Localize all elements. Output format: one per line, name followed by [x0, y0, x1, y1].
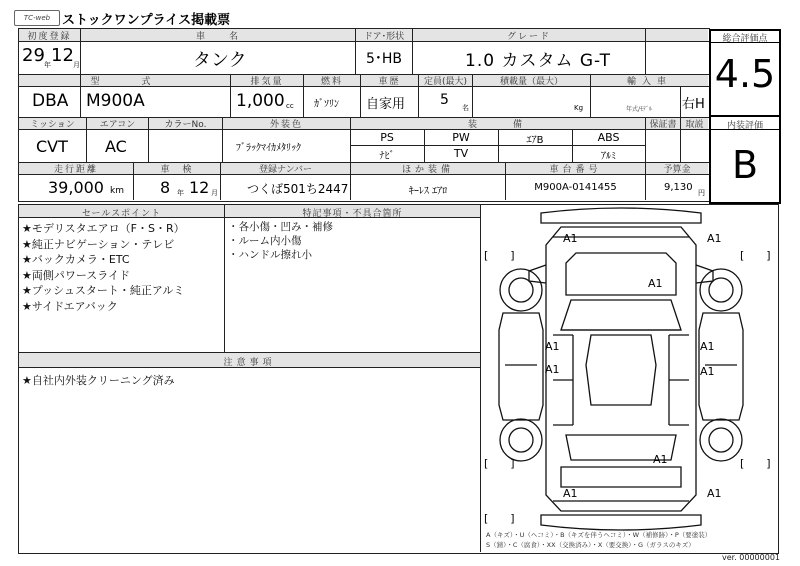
insp-year-unit: 年: [177, 189, 184, 197]
inspection-label: 車 検: [160, 165, 194, 175]
history-value: 自家用: [366, 97, 406, 112]
equip-abs: ABS: [597, 131, 620, 144]
car-name-label: 車 名: [195, 32, 240, 42]
car-name: タンク: [193, 50, 247, 71]
equip-airbag: ｴｱB: [526, 135, 544, 146]
exterior-label: 外装色: [269, 120, 303, 130]
reg-month: 12: [51, 45, 74, 66]
equip-pw: PW: [452, 131, 470, 144]
bracket-rear-left: [ ]: [484, 457, 515, 470]
first-reg-label: 初度登録: [27, 32, 72, 42]
list-item: ★バックカメラ・ETC: [22, 253, 130, 266]
grade-label: グレード: [506, 32, 551, 42]
list-item: ★純正ナビゲーション・テレビ: [22, 237, 175, 251]
legend-line-2: S（錆）・C（腐食）・XX（交換済み）・X（要交換）・G（ガラスのキズ）: [486, 541, 695, 549]
other-equip-label: ほか装備: [401, 165, 454, 175]
model-type-label: 型 式: [90, 77, 159, 87]
interior-grade-label: 内装評価: [726, 121, 763, 131]
exterior-value: ﾌﾞﾗｯｸﾏｲｶﾒﾀﾘｯｸ: [236, 143, 301, 154]
mileage-unit: km: [110, 186, 124, 196]
list-item: ★モデリスタエアロ（F・S・R）: [22, 222, 185, 235]
damage-mark: A1: [563, 232, 578, 245]
list-item: ★プッシュスタート・純正アルミ: [22, 284, 185, 297]
price-label: 予算金: [663, 165, 691, 175]
load-label: 積載量（最大）: [499, 77, 563, 87]
reg-year-unit: 年: [44, 61, 51, 69]
overall-grade-value: 4.5: [714, 52, 776, 96]
list-item: ★自社内外装クリーニング済み: [22, 374, 175, 387]
list-item: ・各小傷・凹み・補修: [228, 221, 333, 233]
bracket-front-right: [ ]: [740, 249, 771, 262]
sales-points-label: セールスポイント: [81, 209, 162, 219]
chassis-label: 車台番号: [549, 165, 602, 175]
import-label: 輸入車: [626, 77, 672, 87]
price-value: 9,130: [664, 182, 693, 193]
mission-label: ミッション: [30, 120, 75, 130]
damage-mark: A1: [700, 340, 715, 353]
displacement-label: 排気量: [250, 77, 284, 87]
insp-month-unit: 月: [211, 189, 218, 197]
capacity-label: 定員(最大): [423, 77, 468, 87]
sales-points-list: [22, 221, 185, 314]
damage-mark: A1: [563, 487, 578, 500]
company-logo: TC-web: [14, 10, 60, 26]
mileage-label: 走行距離: [53, 165, 98, 175]
mileage-value: 39,000: [48, 178, 104, 197]
damage-mark: A1: [700, 365, 715, 378]
list-item: ★サイドエアバック: [22, 299, 118, 313]
list-item: ★両側パワースライド: [22, 268, 130, 282]
bracket-bottom: [ ]: [484, 512, 515, 525]
aircon-label: エアコン: [99, 120, 136, 130]
version-label: ver. 00000001: [721, 553, 780, 562]
damage-mark: A1: [707, 232, 722, 245]
notes-label: 特記事項・不具合箇所: [302, 209, 403, 219]
plate-value: つくば501ち2447: [247, 182, 349, 196]
equip-tv: TV: [453, 147, 469, 160]
aircon-value: AC: [105, 137, 127, 156]
model-code: M900A: [86, 91, 145, 111]
price-unit: 円: [698, 189, 705, 197]
capacity-value: 5: [440, 92, 449, 108]
model-prefix: DBA: [32, 91, 69, 111]
door-shape: 5･HB: [366, 51, 403, 67]
caution-label: 注意事項: [223, 358, 276, 368]
notes-list: [228, 220, 333, 262]
list-item: ・ルーム内小傷: [228, 235, 302, 247]
color-no-label: カラーNo.: [164, 120, 207, 130]
damage-mark: A1: [545, 363, 560, 376]
equip-ps: PS: [380, 131, 394, 144]
door-label: ドア･形状: [363, 32, 405, 42]
car-damage-diagram: [481, 205, 776, 551]
fuel-value: ｶﾞｿﾘﾝ: [314, 99, 339, 110]
mission-value: CVT: [36, 137, 68, 156]
equip-navi: ﾅﾋﾞ: [379, 151, 395, 162]
plate-label: 登録ナンバー: [259, 165, 312, 175]
interior-grade-value: B: [731, 143, 759, 187]
damage-mark: A1: [545, 340, 560, 353]
load-unit: Kg: [574, 104, 584, 112]
damage-mark: A1: [648, 277, 663, 290]
caution-list: [22, 373, 175, 389]
damage-mark: A1: [653, 453, 668, 466]
chassis-value: M900A-0141455: [534, 182, 617, 193]
steering-value: 右H: [682, 97, 705, 112]
fuel-label: 燃料: [320, 77, 343, 87]
insp-month: 12: [189, 178, 210, 197]
reg-year: 29: [22, 45, 45, 66]
grade-value: 1.0 カスタム G-T: [465, 51, 611, 71]
reg-month-unit: 月: [73, 61, 80, 69]
displacement-unit: cc: [286, 102, 294, 110]
overall-grade-label: 総合評価点: [722, 34, 768, 44]
bracket-rear-right: [ ]: [740, 457, 771, 470]
other-equip-value: ｷｰﾚｽ ｴｱﾛ: [408, 186, 448, 197]
legend-line-1: A（キズ）・U（ヘコミ）・B（キズを伴うヘコミ）・W（補修跡）・P（要塗装）: [486, 531, 712, 539]
warranty-label: 保証書: [649, 120, 677, 130]
equipment-label: 装 備: [467, 120, 528, 130]
damage-mark: A1: [707, 487, 722, 500]
bracket-front-left: [ ]: [484, 249, 515, 262]
equip-alloy: ｱﾙﾐ: [601, 151, 616, 162]
history-label: 車歴: [378, 77, 401, 87]
manual-label: 取説: [685, 120, 704, 130]
page-title: ストックワンプライス掲載票: [62, 13, 231, 28]
displacement-value: 1,000: [236, 91, 285, 111]
model-year-label: 年式/ﾓﾃﾞﾙ: [626, 106, 653, 113]
capacity-unit: 名: [462, 104, 469, 112]
list-item: ・ハンドル擦れ小: [228, 249, 312, 261]
insp-year: 8: [160, 178, 171, 197]
